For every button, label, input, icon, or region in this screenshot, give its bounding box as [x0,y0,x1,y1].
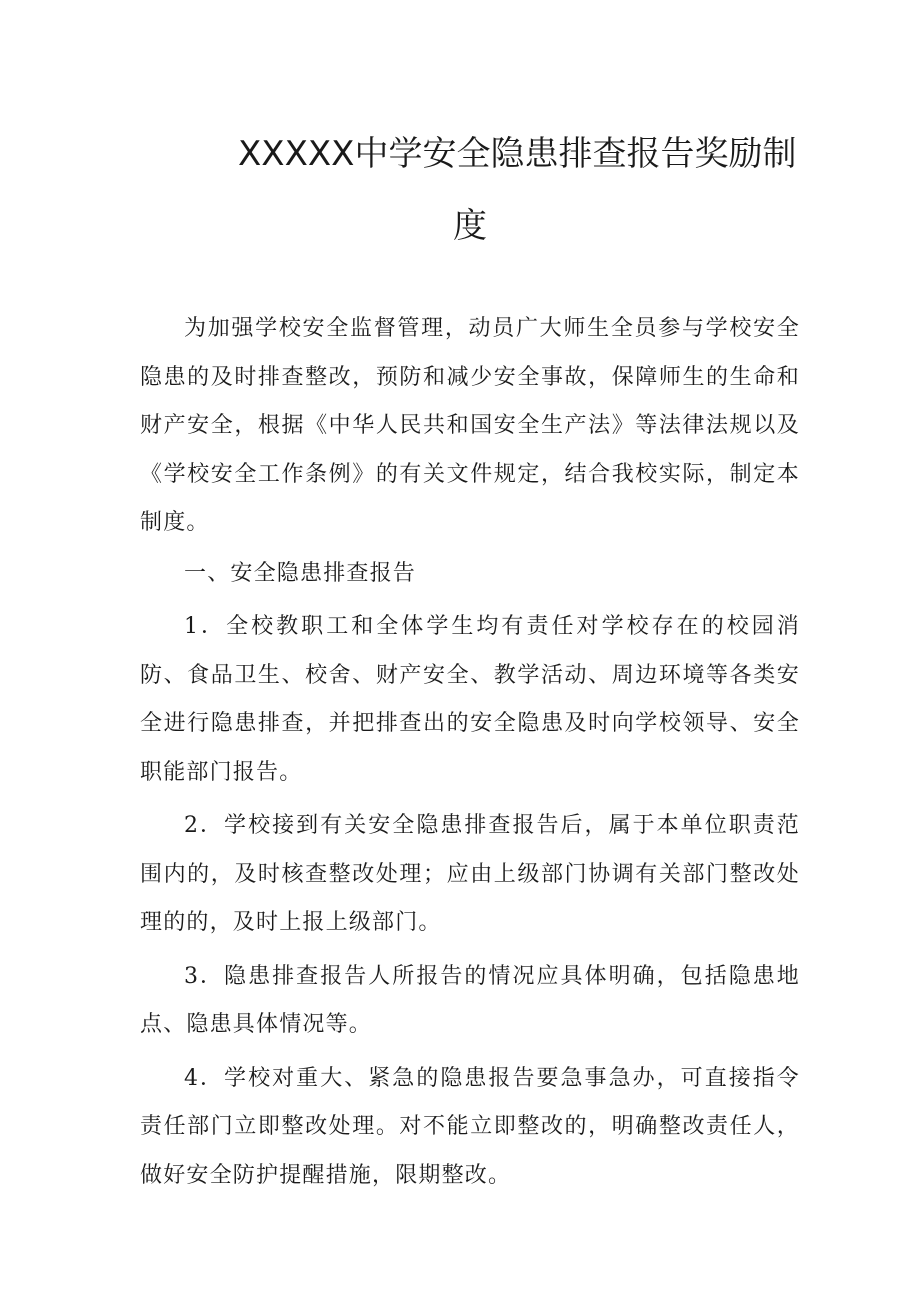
document-body [140,305,800,1200]
item-paragraph-4: 4．学校对重大、紧急的隐患报告要急事急办，可直接指令责任部门立即整改处理。对不能立即整改的，明确整改责任人，做好安全防护提醒措施，限期整改。 [140,1065,800,1188]
item-paragraph-2: 2．学校接到有关安全隐患排查报告后，属于本单位职责范围内的，及时核查整改处理；应由上级部门协调有关部门整改处理的的，及时上报上级部门。 [140,813,800,935]
item-paragraph-1: 1．全校教职工和全体学生均有责任对学校存在的校园消防、食品卫生、校舍、财产安全、教学活动、周边环境等各类安全进行隐患排查，并把排查出的安全隐患及时向学校领导、安全职能部门报告。 [140,614,800,785]
section-heading: 一、安全隐患排查报告 [184,560,417,586]
intro-paragraph: 为加强学校安全监督管理，动员广大师生全员参与学校安全隐患的及时排查整改，预防和减少安全事故，保障师生的生命和财产安全，根据《中华人民共和国安全生产法》等法律法规以及《学校安全工作条例》的有关文件规定，结合我校实际，制定本制度。 [140,316,800,535]
item-paragraph-3: 3．隐患排查报告人所报告的情况应具体明确，包括隐患地点、隐患具体情况等。 [140,963,800,1037]
document-title-line-2: 度 [453,206,487,246]
document-title-line-1: XXXXX中学安全隐患排查报告奖励制 [238,134,797,174]
